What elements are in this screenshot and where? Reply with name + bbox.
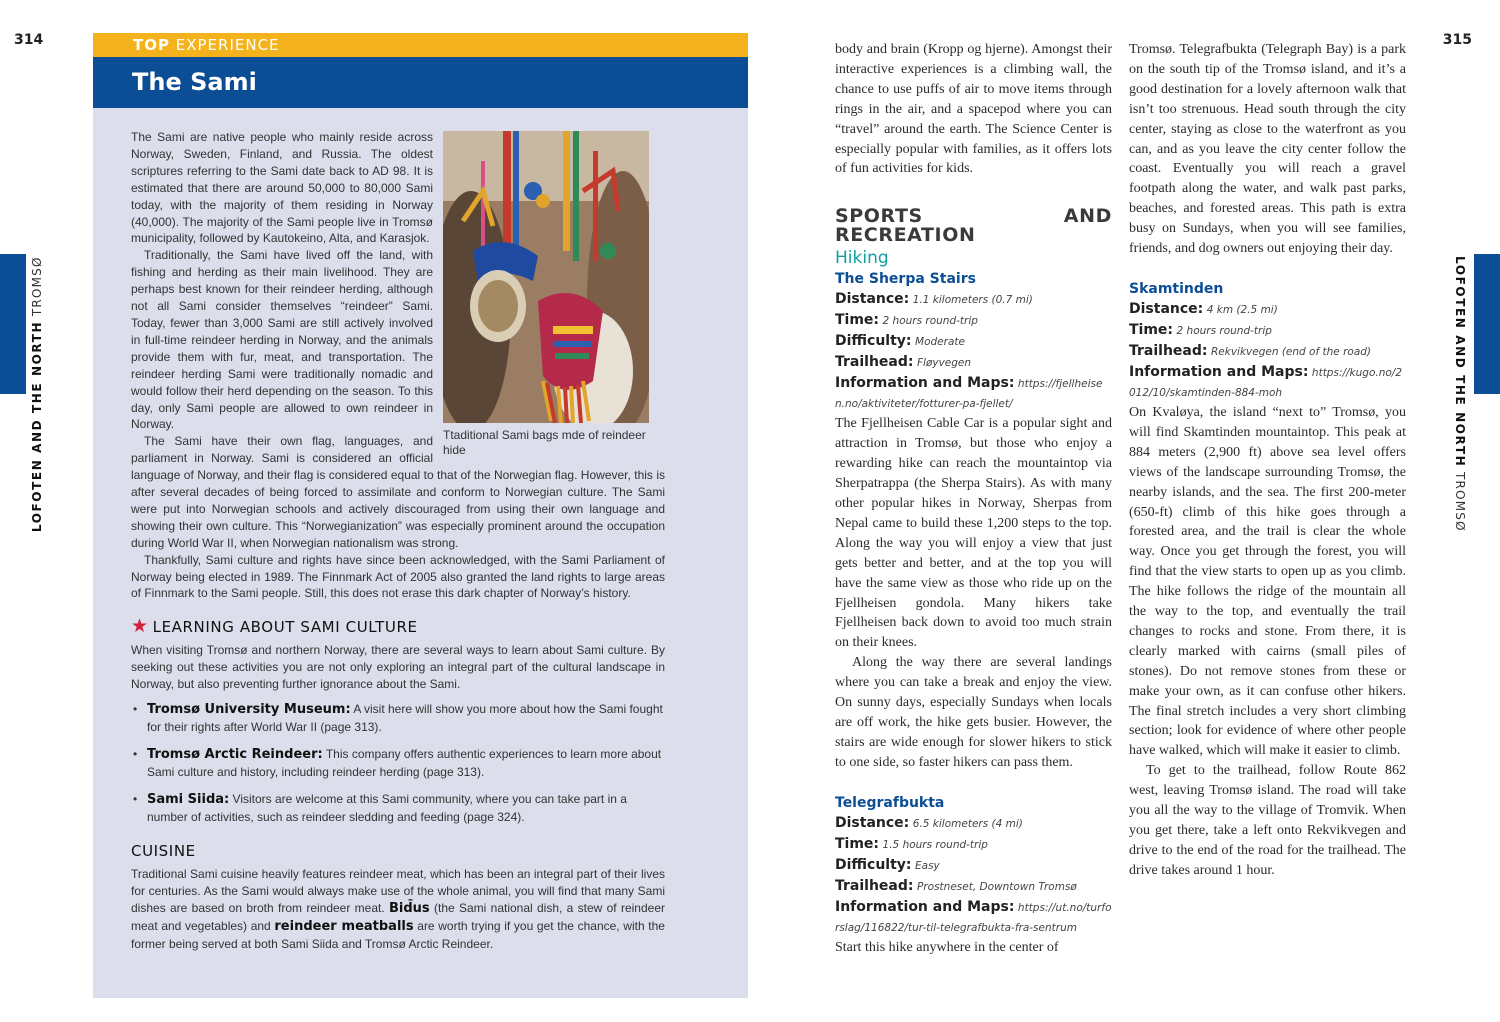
page-number-left: 314: [14, 32, 44, 48]
chapter-tab-right: [1474, 254, 1500, 394]
intro-paragraph: The Sami are native people who mainly reside across Norway, Sweden, Finland, and Russia. The oldest scriptures referring to the Sami date back to AD 98. It is estimated that there are around 50,000 to 80,000 Sami today, with the majority of them residing in Norway (40,000). The majority of the Sami people live in Tromsø municipality, followed by Kautokeino, Alta, and Karasjok.: [131, 130, 433, 246]
cuisine-heading: CUISINE: [131, 842, 196, 861]
sherpa-distance: Distance: 1.1 kilometers (0.7 mi): [835, 291, 1033, 308]
science-center-paragraph: body and brain (Kropp og hjerne). Amongst their interactive experiences is a climbing wall, the chance to use puffs of air to move items through rings in the air, and a spacepod where you can “travel” around the earth. The Science Center is especially popular with families, as it offers lots of fun activities for kids.: [835, 42, 1112, 177]
chapter-tab-text-left: [31, 256, 43, 532]
telegrafbukta-distance: Distance: 6.5 kilometers (4 mi): [835, 814, 1023, 831]
list-item-text: This company offers authentic experiences to learn more about Sami culture and history, including reindeer herding (page 313).: [147, 746, 662, 779]
telegrafbukta-difficulty: Difficulty: Easy: [835, 856, 940, 873]
sherpa-difficulty: Difficulty: Moderate: [835, 333, 965, 350]
right-page-column-1: [835, 40, 1112, 958]
telegrafbukta-time: Time: 1.5 hours round-trip: [835, 835, 988, 852]
list-item-name: Tromsø Arctic Reindeer:: [147, 746, 323, 762]
photo-caption: Ttaditional Sami bags mde of reindeer hide: [443, 428, 646, 457]
sports-heading: SPORTS AND RECREATION: [835, 205, 1112, 247]
chapter-tab-left: [0, 254, 26, 394]
skamtinden-heading: Skamtinden: [1129, 280, 1224, 297]
list-item: [131, 791, 665, 826]
telegrafbukta-continued: Tromsø. Telegrafbukta (Telegraph Bay) is a park on the south tip of the Tromsø island, and it’s a good destination for a lovely afternoon walk that isn’t too strenuous. Head south through the city center, staying as close to the waterfront as you can, and as you leave the city center follow the coast. Eventually you will reach a gravel footpath along the water, and walk past parks, beaches, and forested areas. This path is extra busy on Sundays, when you will see families, friends, and dog owners out enjoying their day.: [1129, 42, 1406, 257]
learning-intro: When visiting Tromsø and northern Norway, there are several ways to learn about Sami culture. By seeking out these activities you are not only exploring an integral part of the cultural landscape in Norway, but also preventing further ignorance about the Sami.: [131, 643, 665, 692]
sherpa-paragraph-1: The Fjellheisen Cable Car is a popular sight and attraction in Tromsø, but those who enjoy a rewarding hike can reach the mountaintop via Sherpatrappa (the Sherpa Stairs). As with many other popular hikes in Norway, Sherpas from Nepal came to build these 1,200 steps to the top. Along the way you will enjoy a view that just gets better and better, and at the top you will have the same view as those who ride up on the Fjellheisen gondola. Many hikers take Fjellheisen back down to avoid too much strain on their knees.: [835, 416, 1112, 651]
skamtinden-info: Information and Maps: https://kugo.no/2012/10/skamtinden-884-moh: [1129, 363, 1403, 399]
figure: [443, 131, 665, 458]
top-experience-label: [93, 33, 748, 57]
cuisine-text-a: Traditional Sami cuisine heavily features reindeer meat, which has been an integral part of their lives for centuries. As the Sami would always make use of the whole animal, you will find that many Sami dishes are based on broth from reindeer meat.: [131, 867, 665, 916]
telegrafbukta-heading: Telegrafbukta: [835, 794, 945, 811]
chapter-subtitle-right: TROMSØ: [1453, 472, 1467, 533]
sami-bags-photo: [443, 131, 649, 423]
sami-feature-box: [93, 33, 748, 998]
box-body: [131, 129, 665, 953]
skamtinden-distance: Distance: 4 km (2.5 mi): [1129, 300, 1278, 317]
box-title: The Sami: [93, 57, 748, 108]
sherpa-time: Time: 2 hours round-trip: [835, 312, 978, 329]
label-experience: EXPERIENCE: [169, 36, 280, 54]
list-item-name: Tromsø University Museum:: [147, 702, 351, 717]
skamtinden-info-link[interactable]: https://kugo.no/2012/10/skamtinden-884-moh: [1129, 366, 1403, 399]
list-item-text: A visit here will show you more about how the Sami fought for their rights after World War II (page 313).: [147, 702, 663, 734]
label-top: TOP: [133, 36, 170, 54]
skamtinden-paragraph-2: To get to the trailhead, follow Route 862 west, leaving Tromsø island. The road will take you all the way to the village of Tromvik. When you get there, take a left onto Rekvikvegen and drive to the end of the road for the trailhead. The drive takes around 1 hour.: [1129, 763, 1406, 878]
cuisine-dish-meatballs: reindeer meatballs: [274, 919, 414, 935]
chapter-title-left: LOFOTEN AND THE NORTH: [30, 320, 44, 533]
cuisine-paragraph: [131, 866, 665, 953]
telegrafbukta-info-link[interactable]: https://ut.no/turforslag/116822/tur-til-telegrafbukta-fra-sentrum: [835, 901, 1112, 934]
right-page-column-2: [1129, 40, 1406, 881]
skamtinden-trailhead: Trailhead: Rekvikvegen (end of the road): [1129, 342, 1372, 359]
list-item-text: Visitors are welcome at this Sami community, where you can take part in a number of activities, such as reindeer sledding and feeding (page 324).: [147, 791, 627, 824]
list-item: [131, 701, 665, 736]
cuisine-text-d: are worth trying if you get the chance, with the former being served at both Sami Siida and Tromsø Arctic Reindeer.: [131, 919, 665, 951]
telegrafbukta-trailhead: Trailhead: Prostneset, Downtown Tromsø: [835, 877, 1077, 894]
learning-heading-row: [131, 615, 665, 638]
sami-bags-illustration: [443, 131, 649, 423]
cuisine-text-c: (the Sami national dish, a stew of reindeer meat and vegetables) and: [131, 901, 665, 934]
skamtinden-time: Time: 2 hours round-trip: [1129, 321, 1272, 338]
telegrafbukta-paragraph: Start this hike anywhere in the center of: [835, 939, 1059, 955]
chapter-tab-text-right: [1454, 256, 1466, 532]
cuisine-dish-bidus: Bid̄us: [389, 901, 430, 917]
chapter-title-right: LOFOTEN AND THE NORTH: [1453, 256, 1467, 468]
list-item: [131, 746, 665, 781]
learning-list: [131, 701, 665, 825]
sherpa-stairs-heading: The Sherpa Stairs: [835, 271, 976, 288]
rights-paragraph: Thankfully, Sami culture and rights have since been acknowledged, with the Sami Parliament of Norway being elected in 1989. The Finnmark Act of 2005 also granted the land rights to large areas of Finnmark to the Sami people. Still, this does not erase this dark chapter of Norway’s history.: [131, 552, 665, 601]
sherpa-trailhead: Trailhead: Fløyvegen: [835, 354, 972, 371]
sherpa-info-link[interactable]: https://fjellheisen.no/aktiviteter/fotturer-pa-fjellet/: [835, 378, 1103, 411]
sherpa-paragraph-2: Along the way there are several landings where you can take a break and enjoy the view. On sunny days, especially Sundays when locals are off work, the hike gets busier. However, the stairs are wide enough for slower hikers to stick to one side, so faster hikers can pass them.: [835, 655, 1112, 770]
hiking-heading: Hiking: [835, 248, 889, 269]
list-item-name: Sami Siida:: [147, 791, 230, 807]
learning-heading: LEARNING ABOUT SAMI CULTURE: [152, 618, 418, 637]
sherpa-info: Information and Maps: https://fjellheisen.no/aktiviteter/fotturer-pa-fjellet/: [835, 375, 1103, 411]
skamtinden-paragraph-1: On Kvaløya, the island “next to” Tromsø, you will find Skamtinden mountaintop. This peak at 884 meters (2,900 ft) above sea level offers views of the landscape surrounding Tromsø, the nearby islands, and the sea. The first 200-meter (650-ft) climb of this hike goes through a forested area, and the trail is clear the whole way. Once you get through the forest, you will find that the view starts to open up as you climb. The hike follows the ridge of the mountain all the way to the top, and eventually the trail changes to rocks and stone. From there, it is clearly marked with cairns (small piles of stones). Do not remove stones from these or make your own, as it can confuse other hikers. The final stretch includes a very short climbing section; look for evidence of where other people have walked, which will make it easier to climb.: [1129, 404, 1406, 759]
chapter-subtitle-left: TROMSØ: [30, 256, 44, 316]
star-icon: ★: [131, 615, 149, 638]
flag-paragraph: The Sami have their own flag, languages, and parliament in Norway. Sami is considered an official language of Norway, and their flag is considered equal to that of the Norwegian flag. However, this is after several decades of being forced to assimilate and conform to Norwegian culture. The Sami were put into Norwegian schools and actively discouraged from using their own language and showing their own culture. This “Norwegianization” was especially prominent around the occupation during World War II, when Norwegian nationalism was strong.: [131, 434, 665, 550]
herding-paragraph: Traditionally, the Sami have lived off the land, with fishing and herding as their main livelihood. They are perhaps best known for their reindeer herding, although not all Sami consider themselves “reindeer” Sami. Today, fewer than 3,000 Sami are still actively involved in full-time reindeer herding in Norway, and the animals provide them with fur, meat, and transportation. The reindeer herding Sami were traditionally nomadic and would follow their herd depending on the season. To this day, only Sami people are allowed to own reindeer in Norway.: [131, 248, 433, 432]
telegrafbukta-info: Information and Maps: https://ut.no/turforslag/116822/tur-til-telegrafbukta-fra-sentrum: [835, 898, 1112, 934]
page-number-right: 315: [1442, 32, 1472, 48]
